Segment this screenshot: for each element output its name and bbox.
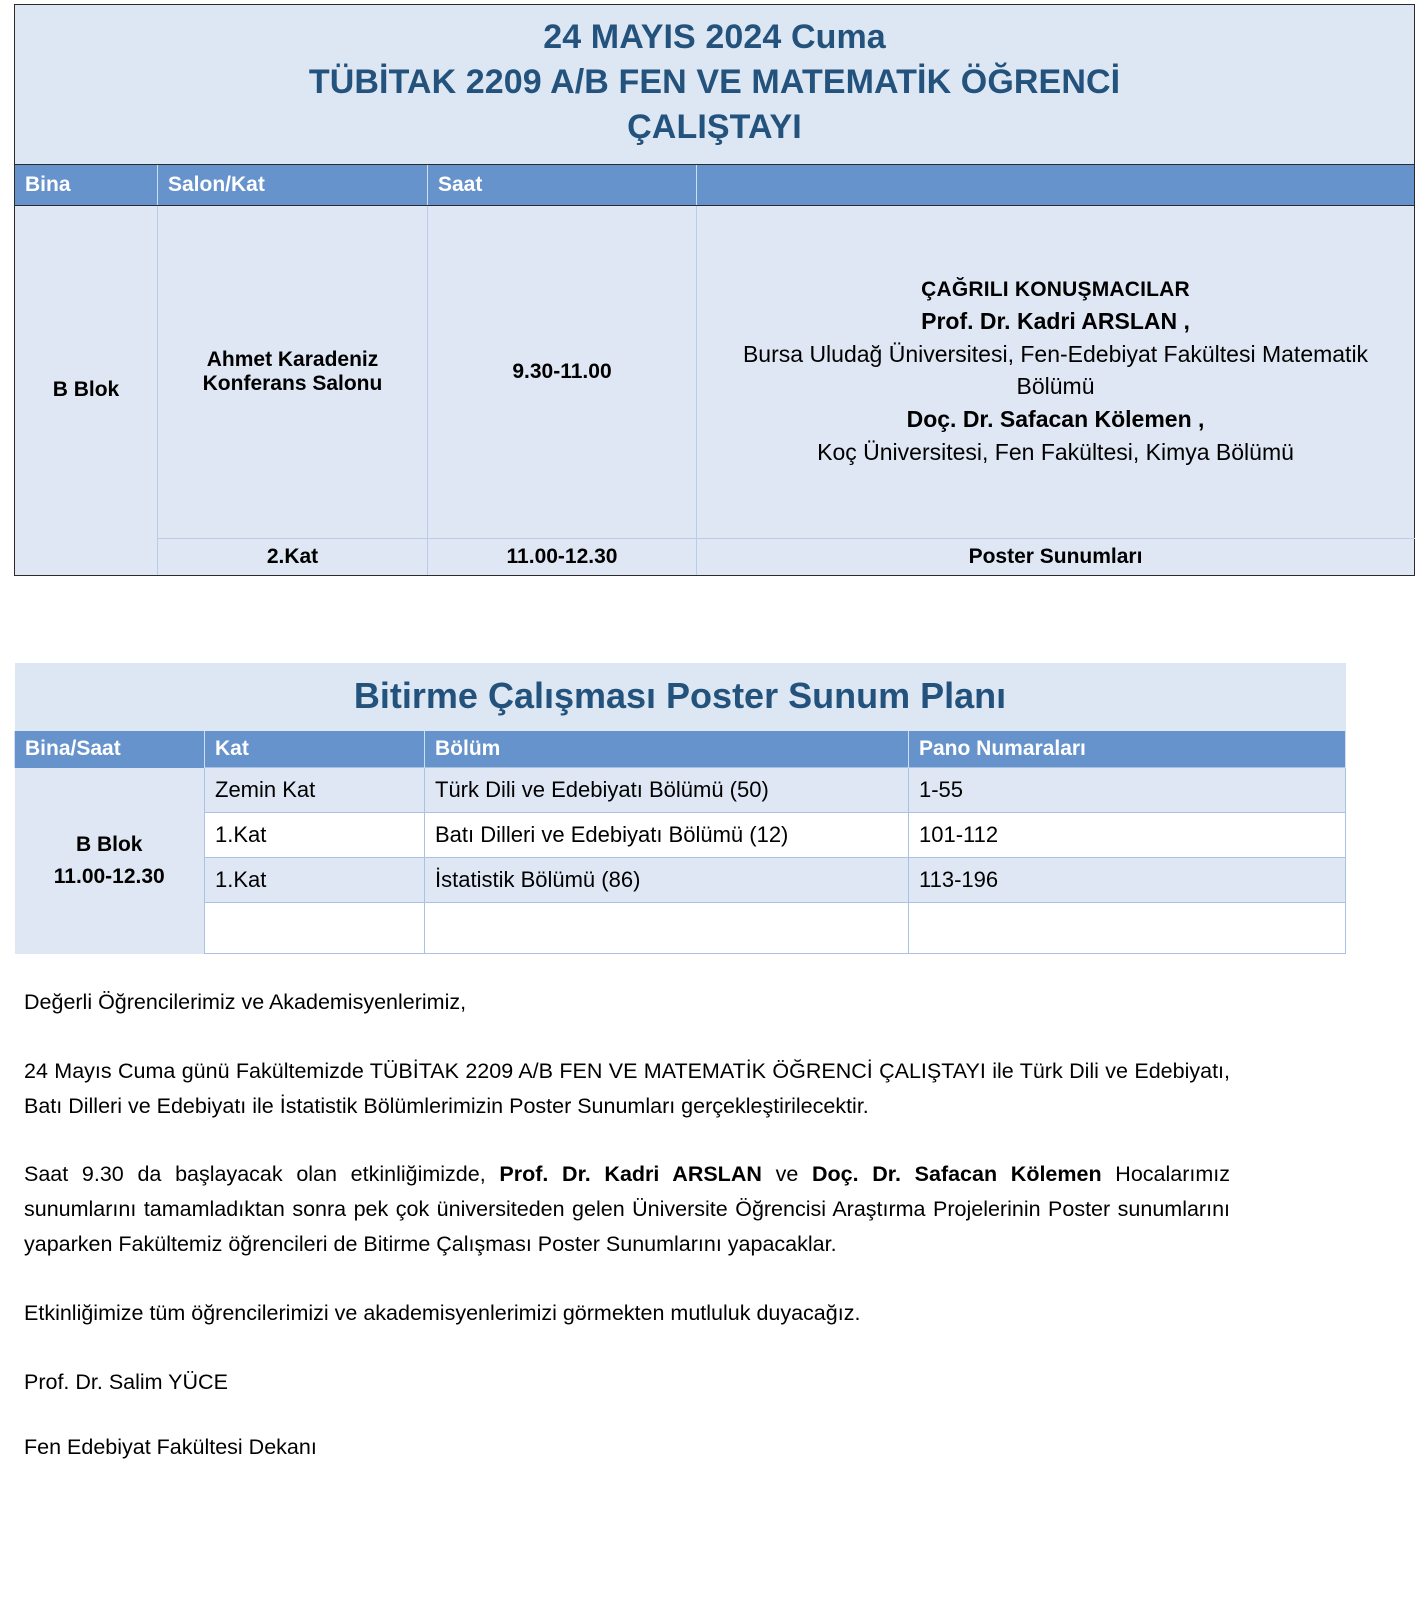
event-row-speakers (15, 205, 1415, 538)
event-title-cell (15, 5, 1415, 165)
event-title-line-2: TÜBİTAK 2209 A/B FEN VE MATEMATİK ÖĞRENCİ (308, 62, 1121, 101)
column-header-kat: Kat (205, 731, 425, 768)
side-line-building: B Blok (75, 833, 143, 856)
cell-kat-0: Zemin Kat (205, 768, 425, 813)
para2-segment-c: ve (761, 1162, 812, 1187)
cell-hall-2kat: 2.Kat (158, 538, 428, 575)
poster-plan-title-text: Bitirme Çalışması Poster Sunum Planı (353, 675, 1007, 716)
cell-kat-1: 1.Kat (205, 813, 425, 858)
speaker-2-name: Doç. Dr. Safacan Kölemen , (906, 405, 1205, 432)
cell-hall-conference: Ahmet Karadeniz Konferans Salonu (158, 205, 428, 538)
signer-title: Fen Edebiyat Fakültesi Dekanı (24, 1434, 317, 1459)
event-schedule-table (14, 4, 1415, 576)
event-title-line-1: 24 MAYIS 2024 Cuma (543, 18, 886, 56)
event-title-row (15, 5, 1415, 165)
event-header-row (15, 164, 1415, 205)
column-header-pano-numaralari: Pano Numaraları (909, 731, 1346, 768)
poster-plan-title (15, 663, 1346, 731)
cell-kat-3 (205, 903, 425, 954)
cell-bolum-2: İstatistik Bölümü (86) (425, 858, 909, 903)
cell-pano-2: 113-196 (909, 858, 1346, 903)
speaker-1-affiliation: Bursa Uludağ Üniversitesi, Fen-Edebiyat Fakültesi Matematik Bölümü (742, 340, 1369, 400)
poster-table-row (15, 858, 1346, 903)
cell-building-time (15, 768, 205, 954)
letter-paragraph-3: Etkinliğimize tüm öğrencilerimizi ve akademisyenlerimizi görmekten mutluluk duyacağız. (24, 1300, 861, 1325)
invited-speakers-heading: ÇAĞRILI KONUŞMACILAR (921, 278, 1190, 302)
para2-speaker-1: Prof. Dr. Kadri ARSLAN (499, 1162, 762, 1187)
letter-paragraph-1: 24 Mayıs Cuma günü Fakültemizde TÜBİTAK 2209 A/B FEN VE MATEMATİK ÖĞRENCİ ÇALIŞTAYI ile Türk Dili ve Edebiyatı, Batı Dilleri ve Edebiyatı ile İstatistik Bölümlerimizin Poster Sunumları gerçekleştirilecektir. (24, 1058, 1230, 1118)
para2-segment-d: Hocalarımız sunumlarını tamamladıktan sonra pek çok üniversiteden gelen Üniversite Öğrencisi Araştırma Projelerinin Poster sunumlarını yaparken Fakültemiz öğrencileri de Bitirme Çalışması Poster Sunumlarını yapacaklar. (24, 1162, 1230, 1257)
column-header-saat: Saat (428, 164, 697, 205)
speaker-1-name: Prof. Dr. Kadri ARSLAN , (921, 307, 1190, 334)
column-header-blank (697, 164, 1415, 205)
letter-paragraph-2 (24, 1157, 1230, 1261)
side-line-time: 11.00-12.30 (53, 864, 165, 888)
event-row-posters (15, 538, 1415, 575)
cell-building: B Blok (15, 205, 158, 575)
cell-pano-0: 1-55 (909, 768, 1346, 813)
letter-greeting: Değerli Öğrencilerimiz ve Akademisyenlerimiz, (24, 990, 467, 1014)
column-header-salon-kat: Salon/Kat (158, 164, 428, 205)
poster-title-row (15, 663, 1346, 731)
speaker-2-affiliation: Koç Üniversitesi, Fen Fakültesi, Kimya Bölümü (817, 438, 1294, 465)
poster-table-row (15, 813, 1346, 858)
cell-kat-2: 1.Kat (205, 858, 425, 903)
cell-time-1100: 11.00-12.30 (428, 538, 697, 575)
cell-bolum-1: Batı Dilleri ve Edebiyatı Bölümü (12) (425, 813, 909, 858)
poster-table-row (15, 768, 1346, 813)
cell-bolum-3 (425, 903, 909, 954)
para2-speaker-2: Doç. Dr. Safacan Kölemen (811, 1162, 1102, 1187)
poster-table-row-empty (15, 903, 1346, 954)
poster-plan-table (14, 663, 1346, 954)
event-title-line-3: ÇALIŞTAYI (627, 107, 802, 146)
cell-bolum-0: Türk Dili ve Edebiyatı Bölümü (50) (425, 768, 909, 813)
column-header-bolum: Bölüm (425, 731, 909, 768)
event-schedule-table-wrapper (14, 4, 1414, 576)
cell-invited-speakers (697, 205, 1415, 538)
invited-speakers-block (705, 275, 1406, 468)
signer-name: Prof. Dr. Salim YÜCE (24, 1369, 228, 1394)
column-header-bina-saat: Bina/Saat (15, 731, 205, 768)
column-header-bina: Bina (15, 164, 158, 205)
poster-plan-table-wrapper (14, 663, 1345, 954)
letter-body (24, 985, 1230, 1498)
poster-header-row (15, 731, 1346, 768)
para2-segment-a: Saat 9.30 da başlayacak olan etkinliğimizde, (24, 1162, 500, 1187)
cell-pano-1: 101-112 (909, 813, 1346, 858)
cell-time-0930: 9.30-11.00 (428, 205, 697, 538)
cell-pano-3 (909, 903, 1346, 954)
cell-poster-presentations: Poster Sunumları (697, 538, 1415, 575)
